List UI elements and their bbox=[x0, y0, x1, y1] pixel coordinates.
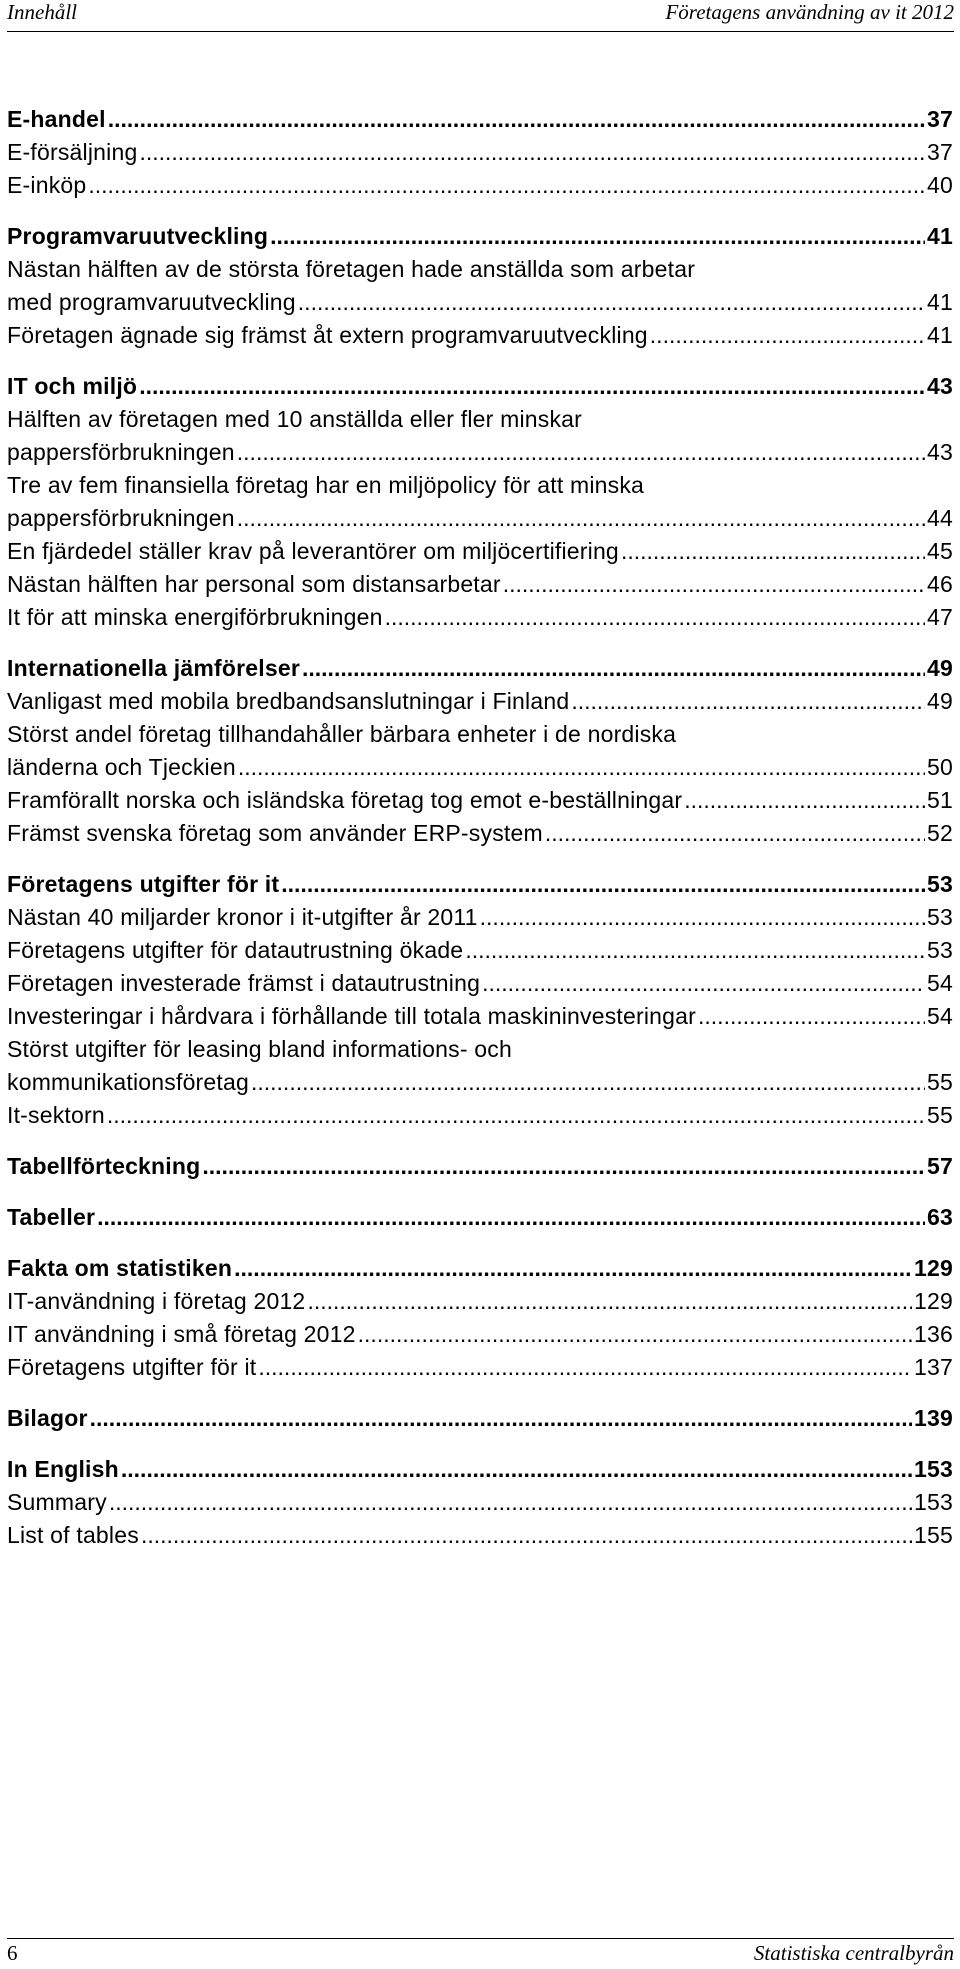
toc-entry-title: IT-användning i företag 2012 bbox=[7, 1288, 306, 1314]
toc-entry-title: kommunikationsföretag bbox=[7, 1069, 249, 1095]
toc-entry-line bbox=[7, 604, 953, 637]
toc-dot-leader bbox=[107, 1102, 925, 1129]
toc-entry-title: Störst utgifter för leasing bland informations- och bbox=[7, 1036, 512, 1062]
toc-page-number: 49 bbox=[927, 688, 953, 714]
toc-page-number: 129 bbox=[914, 1255, 953, 1281]
toc-dot-leader bbox=[650, 322, 925, 349]
toc-page-number: 45 bbox=[927, 538, 953, 564]
toc-subsection-entry[interactable] bbox=[7, 1522, 953, 1555]
toc-page-number: 55 bbox=[927, 1069, 953, 1095]
toc-entry-line bbox=[7, 1102, 953, 1135]
toc-entry-title: pappersförbrukningen bbox=[7, 505, 235, 531]
toc-entry-line bbox=[7, 322, 953, 355]
toc-entry-title: En fjärdedel ställer krav på leverantörer om miljöcertifiering bbox=[7, 538, 619, 564]
toc-subsection-entry[interactable] bbox=[7, 406, 953, 472]
toc-section-entry[interactable] bbox=[7, 655, 953, 688]
toc-dot-leader bbox=[88, 172, 925, 199]
toc-page-number: 52 bbox=[927, 820, 953, 846]
toc-entry-line bbox=[7, 721, 953, 754]
toc-page-number: 55 bbox=[927, 1102, 953, 1128]
toc-entry-line bbox=[7, 937, 953, 970]
toc-entry-line bbox=[7, 256, 953, 289]
toc-page-number: 53 bbox=[927, 871, 953, 897]
toc-page-number: 43 bbox=[927, 373, 953, 399]
toc-entry-title: Störst andel företag tillhandahåller bärbara enheter i de nordiska bbox=[7, 721, 677, 747]
toc-entry-title: Vanligast med mobila bredbandsanslutningar i Finland bbox=[7, 688, 570, 714]
toc-entry-title: Företagen ägnade sig främst åt extern programvaruutveckling bbox=[7, 322, 648, 348]
toc-page-number: 54 bbox=[927, 970, 953, 996]
toc-entry-line bbox=[7, 655, 953, 688]
toc-dot-leader bbox=[258, 1354, 912, 1381]
toc-entry-title: Främst svenska företag som använder ERP-system bbox=[7, 820, 543, 846]
toc-entry-title: Hälften av företagen med 10 anställda eller fler minskar bbox=[7, 406, 582, 432]
toc-page-number: 43 bbox=[927, 439, 953, 465]
toc-subsection-entry[interactable] bbox=[7, 172, 953, 205]
toc-dot-leader bbox=[97, 1204, 925, 1231]
toc-entry-line bbox=[7, 472, 953, 505]
toc-entry-title: Fakta om statistiken bbox=[7, 1255, 233, 1281]
footer-divider bbox=[7, 1938, 954, 1939]
toc-dot-leader bbox=[571, 688, 925, 715]
toc-subsection-entry[interactable] bbox=[7, 688, 953, 721]
toc-page-number: 47 bbox=[927, 604, 953, 630]
toc-entry-title: IT och miljö bbox=[7, 373, 138, 399]
toc-section-entry[interactable] bbox=[7, 1153, 953, 1186]
toc-page-number: 53 bbox=[927, 904, 953, 930]
toc-dot-leader bbox=[621, 538, 925, 565]
toc-entry-line bbox=[7, 820, 953, 853]
toc-entry-line bbox=[7, 223, 953, 256]
toc-dot-leader bbox=[141, 1522, 912, 1549]
toc-entry-title: Företagen investerade främst i datautrustning bbox=[7, 970, 481, 996]
toc-entry-title: Tre av fem finansiella företag har en miljöpolicy för att minska bbox=[7, 472, 645, 498]
toc-entry-line bbox=[7, 1522, 953, 1555]
toc-page-number: 44 bbox=[927, 505, 953, 531]
toc-subsection-entry[interactable] bbox=[7, 937, 953, 970]
toc-entry-line bbox=[7, 1489, 953, 1522]
toc-dot-leader bbox=[281, 871, 925, 898]
toc-subsection-entry[interactable] bbox=[7, 604, 953, 637]
toc-entry-line bbox=[7, 571, 953, 604]
toc-dot-leader bbox=[109, 1489, 912, 1516]
toc-entry-title: Investeringar i hårdvara i förhållande till totala maskininvesteringar bbox=[7, 1003, 697, 1029]
toc-subsection-entry[interactable] bbox=[7, 538, 953, 571]
toc-entry-line bbox=[7, 1069, 953, 1102]
toc-subsection-entry[interactable] bbox=[7, 970, 953, 1003]
running-header bbox=[7, 0, 954, 30]
toc-entry-title: Internationella jämförelser bbox=[7, 655, 300, 681]
toc-entry-line bbox=[7, 1204, 953, 1237]
toc-page-number: 137 bbox=[914, 1354, 953, 1380]
table-of-contents bbox=[7, 106, 953, 1555]
toc-entry-title: Företagens utgifter för it bbox=[7, 1354, 257, 1380]
toc-page-number: 49 bbox=[927, 655, 953, 681]
toc-entry-line bbox=[7, 1354, 953, 1387]
toc-entry-title: Framförallt norska och isländska företag tog emot e-beställningar bbox=[7, 787, 683, 813]
toc-entry-line bbox=[7, 505, 953, 538]
running-footer bbox=[7, 1941, 954, 1969]
toc-entry-line bbox=[7, 871, 953, 904]
toc-dot-leader bbox=[307, 1288, 912, 1315]
toc-entry-title: Nästan hälften av de största företagen hade anställda som arbetar bbox=[7, 256, 696, 282]
toc-page-number: 155 bbox=[914, 1522, 953, 1548]
toc-dot-leader bbox=[684, 787, 925, 814]
toc-subsection-entry[interactable] bbox=[7, 904, 953, 937]
toc-dot-leader bbox=[139, 139, 925, 166]
publisher-name: Statistiska centralbyrån bbox=[753, 1941, 954, 1965]
toc-entry-title: Nästan 40 miljarder kronor i it-utgifter år 2011 bbox=[7, 904, 478, 930]
toc-entry-title: länderna och Tjeckien bbox=[7, 754, 236, 780]
toc-page-number: 46 bbox=[927, 571, 953, 597]
toc-entry-title: Nästan hälften har personal som distansarbetar bbox=[7, 571, 501, 597]
toc-entry-line bbox=[7, 1255, 953, 1288]
toc-entry-line bbox=[7, 172, 953, 205]
toc-dot-leader bbox=[503, 571, 925, 598]
toc-section-entry[interactable] bbox=[7, 1204, 953, 1237]
toc-dot-leader bbox=[480, 904, 925, 931]
toc-entry-line bbox=[7, 1288, 953, 1321]
toc-page-number: 63 bbox=[927, 1204, 953, 1230]
toc-page-number: 153 bbox=[914, 1456, 953, 1482]
toc-section-entry[interactable] bbox=[7, 223, 953, 256]
toc-entry-line bbox=[7, 1456, 953, 1489]
toc-dot-leader bbox=[108, 106, 925, 133]
toc-subsection-entry[interactable] bbox=[7, 787, 953, 820]
toc-dot-leader bbox=[237, 439, 925, 466]
toc-dot-leader bbox=[385, 604, 925, 631]
toc-page-number: 139 bbox=[914, 1405, 953, 1431]
toc-subsection-entry[interactable] bbox=[7, 1354, 953, 1387]
toc-page-number: 51 bbox=[927, 787, 953, 813]
toc-entry-title: E-försäljning bbox=[7, 139, 138, 165]
toc-subsection-entry[interactable] bbox=[7, 1489, 953, 1522]
toc-subsection-entry[interactable] bbox=[7, 256, 953, 322]
toc-entry-title: Företagens utgifter för datautrustning ökade bbox=[7, 937, 464, 963]
toc-section-entry[interactable] bbox=[7, 871, 953, 904]
toc-subsection-entry[interactable] bbox=[7, 721, 953, 787]
toc-entry-line bbox=[7, 439, 953, 472]
toc-entry-line bbox=[7, 1405, 953, 1438]
toc-page-number: 37 bbox=[927, 106, 953, 132]
toc-page-number: 40 bbox=[927, 172, 953, 198]
toc-entry-title: List of tables bbox=[7, 1522, 139, 1548]
toc-dot-leader bbox=[270, 223, 925, 250]
toc-section-entry[interactable] bbox=[7, 1255, 953, 1288]
toc-dot-leader bbox=[121, 1456, 912, 1483]
toc-dot-leader bbox=[139, 373, 925, 400]
toc-entry-line bbox=[7, 754, 953, 787]
toc-dot-leader bbox=[234, 1255, 912, 1282]
toc-entry-title: It-sektorn bbox=[7, 1102, 105, 1128]
toc-entry-line bbox=[7, 688, 953, 721]
toc-entry-line bbox=[7, 970, 953, 1003]
toc-dot-leader bbox=[237, 505, 925, 532]
page-number: 6 bbox=[7, 1941, 18, 1965]
toc-section-entry[interactable] bbox=[7, 373, 953, 406]
toc-entry-title: Företagens utgifter för it bbox=[7, 871, 280, 897]
toc-dot-leader bbox=[482, 970, 925, 997]
toc-dot-leader bbox=[238, 754, 925, 781]
toc-page-number: 54 bbox=[927, 1003, 953, 1029]
toc-subsection-entry[interactable] bbox=[7, 322, 953, 355]
toc-page-number: 41 bbox=[927, 223, 953, 249]
toc-page-number: 57 bbox=[927, 1153, 953, 1179]
header-divider bbox=[7, 31, 954, 32]
toc-entry-title: It för att minska energiförbrukningen bbox=[7, 604, 383, 630]
toc-dot-leader bbox=[358, 1321, 912, 1348]
toc-dot-leader bbox=[202, 1153, 925, 1180]
toc-dot-leader bbox=[302, 655, 925, 682]
toc-entry-line bbox=[7, 139, 953, 172]
toc-subsection-entry[interactable] bbox=[7, 1102, 953, 1135]
toc-subsection-entry[interactable] bbox=[7, 1288, 953, 1321]
toc-subsection-entry[interactable] bbox=[7, 472, 953, 538]
toc-page-number: 153 bbox=[914, 1489, 953, 1515]
toc-entry-line bbox=[7, 106, 953, 139]
toc-entry-line bbox=[7, 289, 953, 322]
toc-subsection-entry[interactable] bbox=[7, 820, 953, 853]
toc-entry-line bbox=[7, 1321, 953, 1354]
toc-entry-line bbox=[7, 1036, 953, 1069]
toc-dot-leader bbox=[698, 1003, 925, 1030]
toc-subsection-entry[interactable] bbox=[7, 1003, 953, 1036]
toc-entry-title: In English bbox=[7, 1456, 119, 1482]
toc-dot-leader bbox=[298, 289, 925, 316]
toc-page-number: 41 bbox=[927, 322, 953, 348]
toc-entry-title: E-inköp bbox=[7, 172, 87, 198]
toc-entry-title: Bilagor bbox=[7, 1405, 88, 1431]
toc-page-number: 50 bbox=[927, 754, 953, 780]
toc-entry-line bbox=[7, 538, 953, 571]
toc-entry-line bbox=[7, 373, 953, 406]
header-section-title: Innehåll bbox=[7, 0, 77, 24]
toc-subsection-entry[interactable] bbox=[7, 139, 953, 172]
toc-entry-line bbox=[7, 904, 953, 937]
toc-section-entry[interactable] bbox=[7, 1405, 953, 1438]
toc-entry-title: pappersförbrukningen bbox=[7, 439, 235, 465]
toc-entry-title: Summary bbox=[7, 1489, 107, 1515]
toc-entry-title: med programvaruutveckling bbox=[7, 289, 296, 315]
toc-entry-line bbox=[7, 1153, 953, 1186]
toc-page-number: 41 bbox=[927, 289, 953, 315]
toc-dot-leader bbox=[465, 937, 925, 964]
toc-subsection-entry[interactable] bbox=[7, 1036, 953, 1102]
toc-page-number: 136 bbox=[914, 1321, 953, 1347]
toc-entry-line bbox=[7, 406, 953, 439]
toc-entry-title: Tabeller bbox=[7, 1204, 96, 1230]
toc-section-entry[interactable] bbox=[7, 1456, 953, 1489]
toc-dot-leader bbox=[90, 1405, 912, 1432]
toc-page-number: 129 bbox=[914, 1288, 953, 1314]
toc-subsection-entry[interactable] bbox=[7, 571, 953, 604]
toc-entry-line bbox=[7, 1003, 953, 1036]
toc-dot-leader bbox=[545, 820, 925, 847]
toc-section-entry[interactable] bbox=[7, 106, 953, 139]
toc-entry-title: E-handel bbox=[7, 106, 106, 132]
toc-entry-line bbox=[7, 787, 953, 820]
toc-entry-title: Programvaruutveckling bbox=[7, 223, 269, 249]
header-publication-title: Företagens användning av it 2012 bbox=[665, 0, 954, 24]
toc-page-number: 37 bbox=[927, 139, 953, 165]
toc-entry-title: IT användning i små företag 2012 bbox=[7, 1321, 356, 1347]
toc-dot-leader bbox=[251, 1069, 925, 1096]
toc-subsection-entry[interactable] bbox=[7, 1321, 953, 1354]
toc-page-number: 53 bbox=[927, 937, 953, 963]
toc-entry-title: Tabellförteckning bbox=[7, 1153, 201, 1179]
